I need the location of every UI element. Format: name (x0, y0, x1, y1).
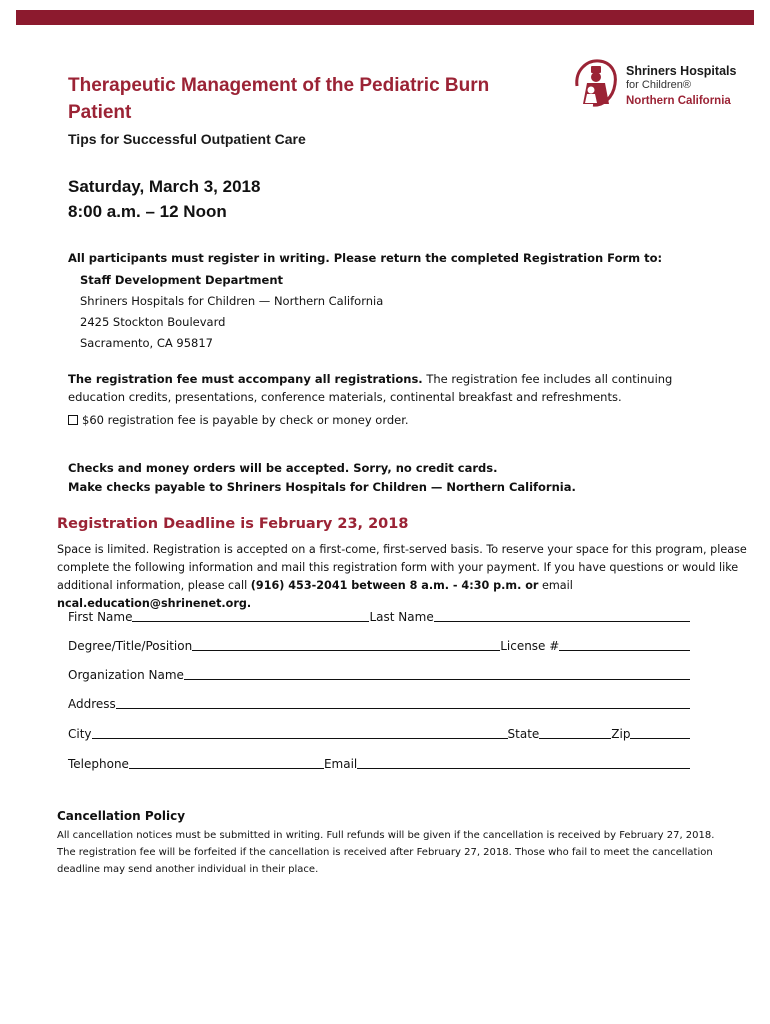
last-name-label: Last Name (369, 610, 434, 624)
shriners-seal-icon (571, 56, 621, 110)
logo-region: Northern California (626, 95, 731, 107)
first-name-label: First Name (68, 610, 133, 624)
email-prefix: email (538, 579, 573, 592)
license-field[interactable] (559, 636, 690, 651)
city-field[interactable] (92, 724, 508, 739)
contact-row (68, 753, 690, 771)
organization-label: Organization Name (68, 668, 184, 682)
contact-phone: (916) 453-2041 between 8 a.m. - 4:30 p.m. or (250, 579, 539, 592)
event-time: 8:00 a.m. – 12 Noon (68, 202, 227, 221)
address-city: Sacramento, CA 95817 (80, 336, 214, 350)
city-row (68, 723, 690, 741)
checkbox[interactable] (68, 415, 78, 425)
cancellation-text: All cancellation notices must be submitted in writing. Full refunds will be given if the cancellation is received by February 27, 2018. The registration fee will be forfeited if the cancellation is received after February 27, 2018. Those who fail to meet the cancellation deadline may send another individual in their place. (57, 830, 715, 875)
registration-intro: All participants must register in writing. Please return the completed Registration Form to: (68, 251, 663, 265)
email-field[interactable] (357, 754, 690, 769)
deadline-paragraph (57, 541, 757, 613)
address-organization: Shriners Hospitals for Children — Northern California (80, 294, 384, 308)
license-label: License # (500, 639, 560, 653)
event-date: Saturday, March 3, 2018 (68, 177, 261, 196)
degree-field[interactable] (192, 636, 500, 651)
name-row (68, 606, 690, 624)
deadline-heading: Registration Deadline is February 23, 2018 (57, 516, 409, 532)
state-field[interactable] (539, 724, 611, 739)
telephone-label: Telephone (68, 757, 129, 771)
deadline-text: Space is limited. Registration is accepted on a first-come, first-served basis. To reserve your space for this program, please complete the following information and mail this registration form with your payment. If you have questions or would like additional information, please call (57, 543, 747, 592)
cancellation-heading: Cancellation Policy (57, 809, 186, 823)
fee-details: The registration fee includes all continuing education credits, presentations, conference materials, continental breakfast and refreshments. (68, 372, 673, 404)
address-field[interactable] (116, 694, 690, 709)
address-street: 2425 Stockton Boulevard (80, 315, 226, 329)
organization-field[interactable] (184, 665, 690, 680)
address-label: Address (68, 697, 116, 711)
logo-name: Shriners Hospitals (626, 64, 737, 78)
fee-amount: $60 registration fee is payable by check or money order. (82, 413, 409, 427)
payment-methods: Checks and money orders will be accepted. Sorry, no credit cards. (68, 461, 498, 475)
state-label: State (507, 727, 540, 741)
address-department: Staff Development Department (80, 273, 284, 287)
contact-email: ncal.education@shrinenet.org. (57, 597, 252, 610)
organization-row (68, 664, 690, 682)
last-name-field[interactable] (434, 607, 690, 622)
first-name-field[interactable] (132, 607, 369, 622)
zip-label: Zip (611, 727, 631, 741)
fee-paragraph (68, 370, 708, 406)
address-row (68, 693, 690, 711)
page-subtitle: Tips for Successful Outpatient Care (68, 131, 306, 147)
payable-to: Make checks payable to Shriners Hospitals for Children — Northern California. (68, 480, 576, 494)
fee-checkbox-line (68, 413, 409, 427)
logo-subname: for Children® (626, 79, 691, 91)
telephone-field[interactable] (129, 754, 324, 769)
email-label: Email (323, 757, 358, 771)
city-label: City (68, 727, 92, 741)
degree-row (68, 635, 690, 653)
degree-label: Degree/Title/Position (68, 639, 193, 653)
shriners-logo (571, 52, 751, 114)
header-bar (16, 10, 754, 25)
page-title: Therapeutic Management of the Pediatric Burn Patient (68, 75, 490, 123)
zip-field[interactable] (630, 724, 690, 739)
fee-requirement: The registration fee must accompany all registrations. (68, 372, 423, 386)
